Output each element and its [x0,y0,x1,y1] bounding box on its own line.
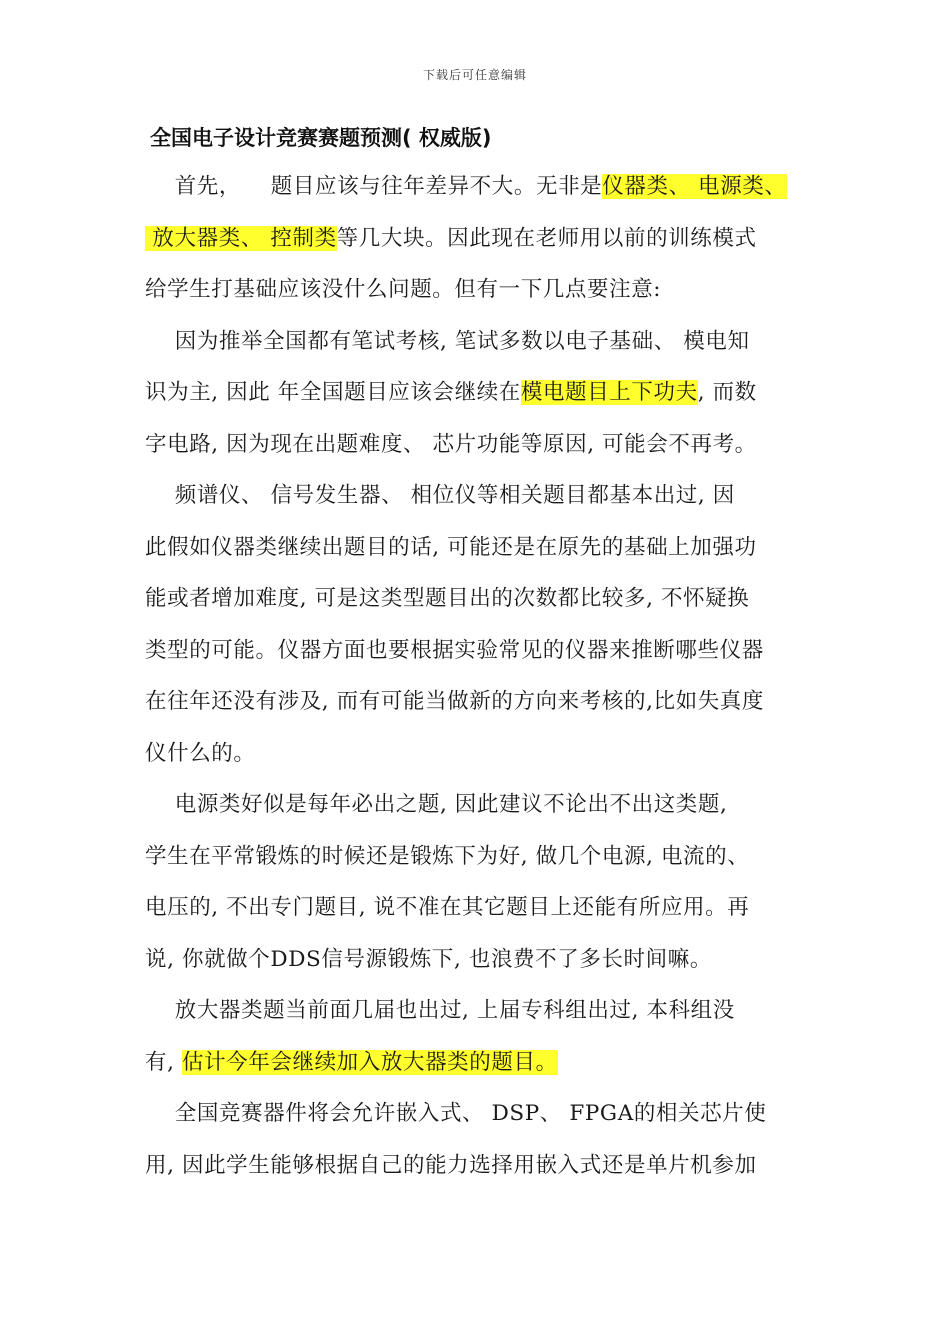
text-span: 类型的可能。仪器方面也要根据实验常见的仪器来推断哪些仪器 [145,637,764,663]
text-span: 说, 你就做个DDS信号源锻炼下, 也浪费不了多长时间嘛。 [145,946,712,972]
text-line [145,784,817,836]
text-line [145,475,817,527]
text-span: 学生在平常锻炼的时候还是锻炼下为好, 做几个电源, 电流的、 [145,843,750,869]
text-span: 用, 因此学生能够根据自己的能力选择用嵌入式还是单片机参加 [145,1152,757,1178]
text-line [145,527,817,579]
highlighted-text: 估计今年会继续加入放大器类的题目。 [181,1049,558,1075]
text-line [145,166,817,218]
text-span: 在往年还没有涉及, 而有可能当做新的方向来考核的,比如失真度 [145,689,765,714]
text-span: 给学生打基础应该没什么问题。但有一下几点要注意: [145,277,662,302]
text-line [145,887,817,939]
text-line [145,218,817,270]
highlighted-text: 放大器类、 控制类 [145,225,337,251]
text-span: 电源类好似是每年必出之题, 因此建议不论出不出这类题, [145,792,728,817]
text-span: 因为推举全国都有笔试考核, 笔试多数以电子基础、 模电知 [145,328,750,354]
text-line [145,372,817,424]
text-line [145,630,817,682]
text-line [145,1145,817,1197]
text-line [145,321,817,373]
document-title: 全国电子设计竞赛赛题预测( 权威版) [150,126,492,150]
text-span: 电压的, 不出专门题目, 说不准在其它题目上还能有所应用。再 [145,895,750,920]
text-span: 有, [145,1049,182,1075]
text-span: 频谱仪、 信号发生器、 相位仪等相关题目都基本出过, 因 [145,483,735,508]
text-line [145,1042,817,1094]
text-line [145,424,817,476]
text-line [145,990,817,1042]
text-span: , 而数 [697,380,757,405]
text-line [145,269,817,321]
header-note: 下载后可任意编辑 [422,68,527,82]
text-line [145,681,817,733]
text-line [145,733,817,785]
text-span: 此假如仪器类继续出题目的话, 可能还是在原先的基础上加强功 [145,534,757,560]
highlighted-text: 仪器类、 电源类、 [602,174,787,199]
text-span: 等几大块。因此现在老师用以前的训练模式 [336,225,757,251]
text-span: 能或者增加难度, 可是这类型题目出的次数都比较多, 不怀疑换 [145,586,750,611]
text-line [145,939,817,991]
text-span: 识为主, 因此 年全国题目应该会继续在 [145,380,521,405]
text-span: 仪什么的。 [145,740,256,766]
text-span: 字电路, 因为现在出题难度、 芯片功能等原因, 可能会不再考。 [145,431,757,457]
text-line [145,836,817,888]
highlighted-text: 模电题目上下功夫 [520,380,698,405]
document-body [145,166,817,1196]
text-span: 全国竞赛器件将会允许嵌入式、 DSP、 FPGA的相关芯片使 [145,1101,767,1126]
text-line [145,1093,817,1145]
text-span: 首先， 题目应该与往年差异不大。无非是 [145,174,603,199]
text-line [145,578,817,630]
text-span: 放大器类题当前面几届也出过, 上届专科组出过, 本科组没 [145,998,735,1023]
